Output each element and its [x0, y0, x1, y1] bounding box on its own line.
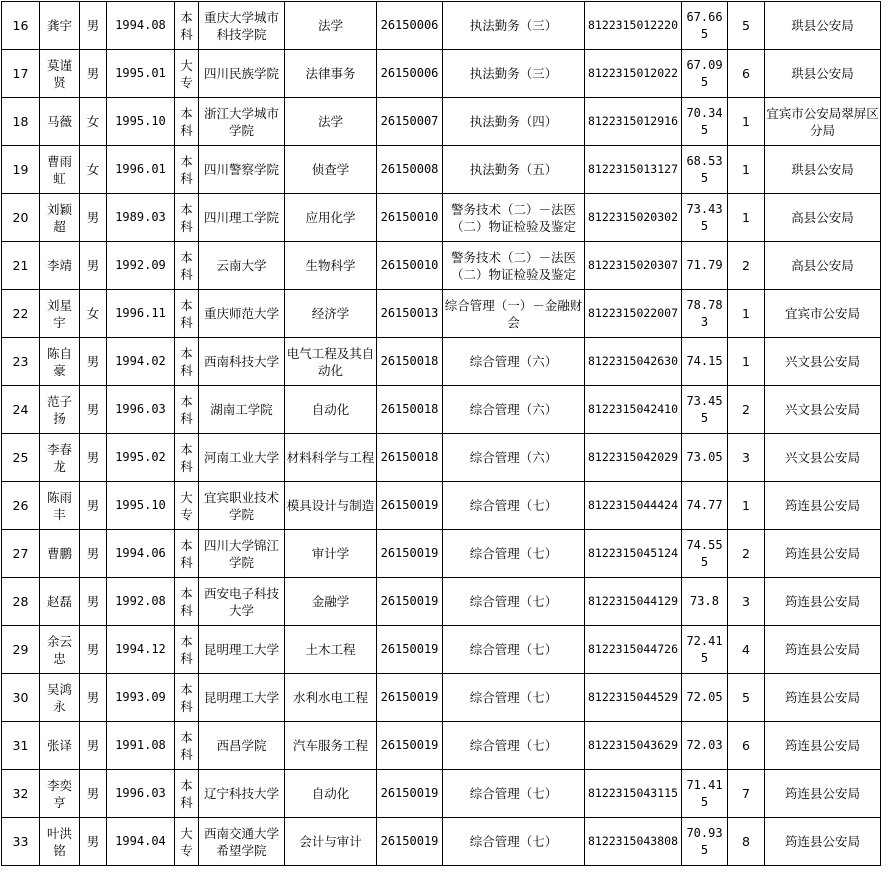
cell-position-code: 26150019 [377, 770, 443, 818]
cell-exam-id: 8122315022007 [585, 290, 682, 338]
cell-seq-number: 33 [2, 818, 40, 866]
cell-rank: 5 [728, 2, 765, 50]
cell-seq-number: 24 [2, 386, 40, 434]
cell-name: 陈雨丰 [40, 482, 80, 530]
cell-position-code: 26150019 [377, 722, 443, 770]
cell-unit: 筠连县公安局 [765, 770, 881, 818]
cell-unit: 宜宾市公安局 [765, 290, 881, 338]
cell-score: 74.15 [682, 338, 728, 386]
cell-education: 本科 [175, 674, 199, 722]
cell-birth-date: 1994.06 [107, 530, 175, 578]
cell-unit: 珙县公安局 [765, 146, 881, 194]
cell-name: 莫谨贤 [40, 50, 80, 98]
cell-birth-date: 1994.12 [107, 626, 175, 674]
cell-name: 赵磊 [40, 578, 80, 626]
cell-exam-id: 8122315044726 [585, 626, 682, 674]
table-row [2, 146, 881, 194]
cell-gender: 男 [80, 386, 107, 434]
cell-exam-id: 8122315045124 [585, 530, 682, 578]
cell-name: 曹雨虹 [40, 146, 80, 194]
table-row [2, 242, 881, 290]
cell-gender: 男 [80, 530, 107, 578]
cell-rank: 6 [728, 50, 765, 98]
cell-unit: 筠连县公安局 [765, 482, 881, 530]
cell-seq-number: 26 [2, 482, 40, 530]
cell-position-code: 26150019 [377, 626, 443, 674]
cell-school: 湖南工学院 [199, 386, 285, 434]
cell-major: 会计与审计 [285, 818, 377, 866]
cell-seq-number: 23 [2, 338, 40, 386]
cell-position: 综合管理（六） [443, 338, 585, 386]
cell-education: 本科 [175, 194, 199, 242]
cell-name: 叶洪铭 [40, 818, 80, 866]
cell-major: 自动化 [285, 770, 377, 818]
cell-gender: 男 [80, 818, 107, 866]
cell-score: 67.095 [682, 50, 728, 98]
cell-gender: 男 [80, 338, 107, 386]
cell-score: 70.345 [682, 98, 728, 146]
cell-birth-date: 1989.03 [107, 194, 175, 242]
cell-education: 本科 [175, 722, 199, 770]
table-row [2, 578, 881, 626]
cell-rank: 5 [728, 674, 765, 722]
cell-school: 四川民族学院 [199, 50, 285, 98]
cell-name: 李奕亨 [40, 770, 80, 818]
cell-unit: 珙县公安局 [765, 2, 881, 50]
cell-exam-id: 8122315044424 [585, 482, 682, 530]
cell-birth-date: 1994.04 [107, 818, 175, 866]
cell-birth-date: 1996.03 [107, 770, 175, 818]
cell-position: 综合管理（一）－金融财会 [443, 290, 585, 338]
cell-position: 综合管理（六） [443, 386, 585, 434]
cell-unit: 珙县公安局 [765, 50, 881, 98]
cell-position-code: 26150018 [377, 386, 443, 434]
table-row [2, 722, 881, 770]
cell-major: 材料科学与工程 [285, 434, 377, 482]
cell-unit: 高县公安局 [765, 194, 881, 242]
cell-position: 综合管理（七） [443, 722, 585, 770]
table-row [2, 674, 881, 722]
cell-name: 吴鸿永 [40, 674, 80, 722]
recruitment-table-container [1, 1, 881, 866]
cell-position: 警务技术（二）－法医（二）物证检验及鉴定 [443, 242, 585, 290]
cell-birth-date: 1992.09 [107, 242, 175, 290]
cell-education: 本科 [175, 146, 199, 194]
table-row [2, 818, 881, 866]
cell-school: 四川理工学院 [199, 194, 285, 242]
cell-gender: 男 [80, 722, 107, 770]
cell-position-code: 26150006 [377, 50, 443, 98]
table-row [2, 434, 881, 482]
cell-unit: 筠连县公安局 [765, 674, 881, 722]
cell-position: 执法勤务（三） [443, 2, 585, 50]
cell-position: 综合管理（七） [443, 674, 585, 722]
cell-rank: 2 [728, 530, 765, 578]
cell-score: 68.535 [682, 146, 728, 194]
cell-school: 四川大学锦江学院 [199, 530, 285, 578]
cell-seq-number: 16 [2, 2, 40, 50]
cell-seq-number: 17 [2, 50, 40, 98]
cell-score: 73.455 [682, 386, 728, 434]
cell-education: 本科 [175, 98, 199, 146]
cell-position: 执法勤务（三） [443, 50, 585, 98]
cell-unit: 兴文县公安局 [765, 434, 881, 482]
cell-position-code: 26150013 [377, 290, 443, 338]
cell-seq-number: 32 [2, 770, 40, 818]
cell-major: 法学 [285, 98, 377, 146]
cell-position: 执法勤务（四） [443, 98, 585, 146]
table-row [2, 482, 881, 530]
cell-major: 汽车服务工程 [285, 722, 377, 770]
cell-exam-id: 8122315012916 [585, 98, 682, 146]
cell-birth-date: 1994.02 [107, 338, 175, 386]
cell-position-code: 26150010 [377, 242, 443, 290]
cell-education: 大专 [175, 50, 199, 98]
cell-position-code: 26150019 [377, 818, 443, 866]
cell-position: 综合管理（七） [443, 530, 585, 578]
cell-score: 71.79 [682, 242, 728, 290]
cell-gender: 男 [80, 626, 107, 674]
cell-score: 73.435 [682, 194, 728, 242]
cell-rank: 3 [728, 434, 765, 482]
cell-exam-id: 8122315042410 [585, 386, 682, 434]
cell-unit: 筠连县公安局 [765, 530, 881, 578]
cell-score: 74.555 [682, 530, 728, 578]
cell-birth-date: 1996.11 [107, 290, 175, 338]
cell-name: 余云忠 [40, 626, 80, 674]
cell-seq-number: 27 [2, 530, 40, 578]
cell-education: 本科 [175, 2, 199, 50]
cell-seq-number: 29 [2, 626, 40, 674]
cell-unit: 筠连县公安局 [765, 722, 881, 770]
cell-exam-id: 8122315020302 [585, 194, 682, 242]
cell-birth-date: 1993.09 [107, 674, 175, 722]
cell-unit: 筠连县公安局 [765, 578, 881, 626]
cell-major: 土木工程 [285, 626, 377, 674]
cell-major: 审计学 [285, 530, 377, 578]
cell-position: 综合管理（七） [443, 818, 585, 866]
cell-seq-number: 25 [2, 434, 40, 482]
cell-exam-id: 8122315042029 [585, 434, 682, 482]
cell-rank: 1 [728, 290, 765, 338]
cell-position-code: 26150008 [377, 146, 443, 194]
cell-rank: 2 [728, 242, 765, 290]
cell-exam-id: 8122315042630 [585, 338, 682, 386]
cell-name: 马薇 [40, 98, 80, 146]
cell-education: 本科 [175, 338, 199, 386]
cell-rank: 1 [728, 338, 765, 386]
cell-name: 曹鹏 [40, 530, 80, 578]
cell-rank: 3 [728, 578, 765, 626]
cell-name: 龚宇 [40, 2, 80, 50]
cell-birth-date: 1995.10 [107, 98, 175, 146]
cell-position: 综合管理（七） [443, 626, 585, 674]
cell-name: 刘颖超 [40, 194, 80, 242]
cell-name: 范子扬 [40, 386, 80, 434]
cell-gender: 男 [80, 2, 107, 50]
cell-exam-id: 8122315043808 [585, 818, 682, 866]
cell-school: 云南大学 [199, 242, 285, 290]
cell-unit: 宜宾市公安局翠屏区分局 [765, 98, 881, 146]
cell-rank: 6 [728, 722, 765, 770]
cell-birth-date: 1995.10 [107, 482, 175, 530]
cell-position: 综合管理（七） [443, 482, 585, 530]
table-row [2, 530, 881, 578]
table-row [2, 770, 881, 818]
cell-education: 本科 [175, 770, 199, 818]
table-row [2, 338, 881, 386]
cell-rank: 2 [728, 386, 765, 434]
cell-position-code: 26150006 [377, 2, 443, 50]
cell-rank: 4 [728, 626, 765, 674]
cell-seq-number: 19 [2, 146, 40, 194]
cell-exam-id: 8122315044129 [585, 578, 682, 626]
cell-score: 72.05 [682, 674, 728, 722]
table-row [2, 290, 881, 338]
table-row [2, 50, 881, 98]
cell-school: 昆明理工大学 [199, 626, 285, 674]
cell-seq-number: 31 [2, 722, 40, 770]
cell-major: 金融学 [285, 578, 377, 626]
cell-school: 昆明理工大学 [199, 674, 285, 722]
table-row [2, 626, 881, 674]
cell-education: 大专 [175, 482, 199, 530]
cell-birth-date: 1996.03 [107, 386, 175, 434]
cell-birth-date: 1991.08 [107, 722, 175, 770]
cell-gender: 男 [80, 242, 107, 290]
cell-position: 综合管理（七） [443, 770, 585, 818]
cell-seq-number: 22 [2, 290, 40, 338]
cell-position-code: 26150019 [377, 530, 443, 578]
cell-rank: 1 [728, 482, 765, 530]
cell-birth-date: 1995.01 [107, 50, 175, 98]
cell-unit: 高县公安局 [765, 242, 881, 290]
cell-school: 浙江大学城市学院 [199, 98, 285, 146]
cell-exam-id: 8122315012220 [585, 2, 682, 50]
cell-position: 执法勤务（五） [443, 146, 585, 194]
cell-education: 本科 [175, 530, 199, 578]
cell-exam-id: 8122315012022 [585, 50, 682, 98]
cell-seq-number: 20 [2, 194, 40, 242]
cell-seq-number: 30 [2, 674, 40, 722]
cell-score: 70.935 [682, 818, 728, 866]
cell-major: 应用化学 [285, 194, 377, 242]
cell-exam-id: 8122315020307 [585, 242, 682, 290]
cell-position: 综合管理（六） [443, 434, 585, 482]
cell-education: 大专 [175, 818, 199, 866]
table-row [2, 2, 881, 50]
cell-position-code: 26150018 [377, 338, 443, 386]
cell-exam-id: 8122315043115 [585, 770, 682, 818]
cell-unit: 兴文县公安局 [765, 338, 881, 386]
cell-position-code: 26150010 [377, 194, 443, 242]
cell-exam-id: 8122315043629 [585, 722, 682, 770]
cell-birth-date: 1994.08 [107, 2, 175, 50]
cell-rank: 1 [728, 98, 765, 146]
cell-education: 本科 [175, 242, 199, 290]
cell-major: 经济学 [285, 290, 377, 338]
cell-name: 张译 [40, 722, 80, 770]
cell-education: 本科 [175, 578, 199, 626]
cell-school: 河南工业大学 [199, 434, 285, 482]
cell-exam-id: 8122315044529 [585, 674, 682, 722]
cell-school: 辽宁科技大学 [199, 770, 285, 818]
cell-name: 李靖 [40, 242, 80, 290]
cell-position: 综合管理（七） [443, 578, 585, 626]
cell-position-code: 26150007 [377, 98, 443, 146]
cell-gender: 男 [80, 770, 107, 818]
cell-gender: 女 [80, 290, 107, 338]
cell-seq-number: 21 [2, 242, 40, 290]
cell-score: 72.415 [682, 626, 728, 674]
cell-major: 生物科学 [285, 242, 377, 290]
cell-position-code: 26150018 [377, 434, 443, 482]
cell-unit: 筠连县公安局 [765, 818, 881, 866]
cell-gender: 男 [80, 434, 107, 482]
cell-school: 西南交通大学希望学院 [199, 818, 285, 866]
table-row [2, 386, 881, 434]
cell-position-code: 26150019 [377, 674, 443, 722]
cell-exam-id: 8122315013127 [585, 146, 682, 194]
cell-score: 74.77 [682, 482, 728, 530]
cell-major: 法学 [285, 2, 377, 50]
cell-school: 四川警察学院 [199, 146, 285, 194]
cell-rank: 8 [728, 818, 765, 866]
cell-gender: 男 [80, 194, 107, 242]
cell-position-code: 26150019 [377, 578, 443, 626]
cell-birth-date: 1992.08 [107, 578, 175, 626]
table-row [2, 98, 881, 146]
cell-gender: 女 [80, 146, 107, 194]
cell-school: 西南科技大学 [199, 338, 285, 386]
cell-school: 宜宾职业技术学院 [199, 482, 285, 530]
recruitment-results-table [1, 1, 881, 866]
table-row [2, 194, 881, 242]
cell-major: 水利水电工程 [285, 674, 377, 722]
cell-rank: 1 [728, 194, 765, 242]
cell-education: 本科 [175, 386, 199, 434]
cell-major: 侦查学 [285, 146, 377, 194]
cell-education: 本科 [175, 434, 199, 482]
cell-score: 67.665 [682, 2, 728, 50]
cell-score: 73.8 [682, 578, 728, 626]
cell-unit: 筠连县公安局 [765, 626, 881, 674]
cell-rank: 1 [728, 146, 765, 194]
cell-school: 重庆大学城市科技学院 [199, 2, 285, 50]
cell-major: 法律事务 [285, 50, 377, 98]
cell-position: 警务技术（二）－法医（二）物证检验及鉴定 [443, 194, 585, 242]
cell-major: 电气工程及其自动化 [285, 338, 377, 386]
cell-birth-date: 1995.02 [107, 434, 175, 482]
cell-major: 模具设计与制造 [285, 482, 377, 530]
cell-gender: 男 [80, 482, 107, 530]
cell-unit: 兴文县公安局 [765, 386, 881, 434]
cell-birth-date: 1996.01 [107, 146, 175, 194]
cell-score: 72.03 [682, 722, 728, 770]
cell-score: 71.415 [682, 770, 728, 818]
cell-score: 78.783 [682, 290, 728, 338]
cell-position-code: 26150019 [377, 482, 443, 530]
cell-school: 西安电子科技大学 [199, 578, 285, 626]
cell-name: 陈自豪 [40, 338, 80, 386]
cell-seq-number: 18 [2, 98, 40, 146]
cell-education: 本科 [175, 626, 199, 674]
cell-seq-number: 28 [2, 578, 40, 626]
table-body [2, 2, 881, 866]
cell-education: 本科 [175, 290, 199, 338]
cell-rank: 7 [728, 770, 765, 818]
cell-gender: 男 [80, 50, 107, 98]
cell-gender: 男 [80, 674, 107, 722]
cell-major: 自动化 [285, 386, 377, 434]
cell-gender: 女 [80, 98, 107, 146]
cell-score: 73.05 [682, 434, 728, 482]
cell-name: 李春龙 [40, 434, 80, 482]
cell-gender: 男 [80, 578, 107, 626]
cell-school: 重庆师范大学 [199, 290, 285, 338]
cell-school: 西昌学院 [199, 722, 285, 770]
cell-name: 刘星宇 [40, 290, 80, 338]
